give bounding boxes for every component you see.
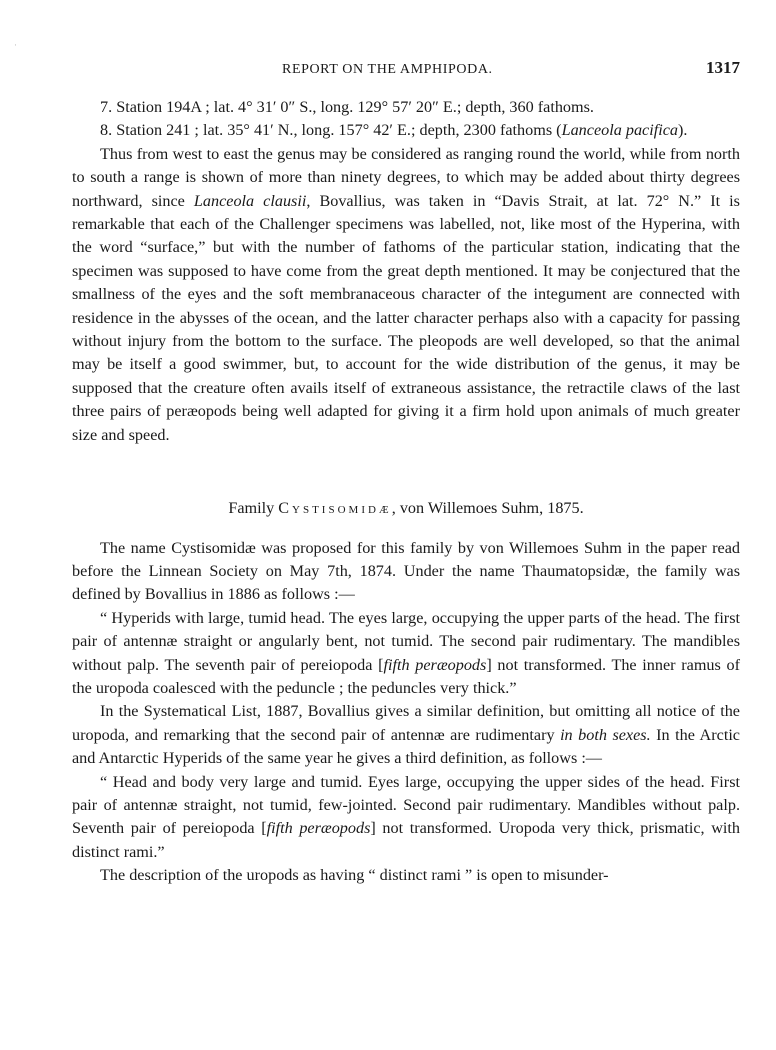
systematical-paragraph — [72, 700, 740, 770]
page-number: 1317 — [706, 58, 740, 77]
station-7-entry — [72, 96, 740, 119]
quote-2-italic: fifth peræopods — [266, 819, 371, 838]
distribution-species: Lanceola clausii — [193, 191, 307, 210]
family-heading-name: Cystisomidæ — [278, 499, 392, 518]
quote-2-text-1: “ Head and body very large and tumid. Eyes large, occupying the upper sides of the head. First pair of antennæ straight, not tumid, few-jointed. Second pair rudimentary. Mandibles without palp. Seventh pair of pereiopoda [ — [72, 772, 740, 838]
page — [72, 58, 740, 888]
description-text: The description of the uropods as having “ distinct rami ” is open to misunder- — [100, 866, 609, 885]
family-heading — [72, 497, 740, 520]
name-paragraph — [72, 537, 740, 607]
quote-2-text-2: ] not transformed. Uropoda very thick, prismatic, with distinct rami.” — [72, 819, 740, 861]
distribution-paragraph — [72, 143, 740, 447]
quote-2 — [72, 771, 740, 865]
running-head — [72, 58, 740, 86]
page-scan-speck: · — [14, 40, 17, 50]
station-8-text: 8. Station 241 ; lat. 35° 41′ N., long. 157° 42′ E.; depth, 2300 fathoms ( — [100, 121, 562, 140]
family-heading-suffix: , von Willemoes Suhm, 1875. — [391, 499, 584, 518]
family-heading-prefix: Family — [228, 499, 279, 518]
systematical-text-1: In the Systematical List, 1887, Bovallius gives a similar definition, but omitting all notice of the uropoda, and remarking that the second pair of antennæ are rudimentary — [72, 702, 740, 744]
station-8-entry — [72, 119, 740, 142]
distribution-text-1: Thus from west to east the genus may be considered as ranging round the world, while from north to south a range is shown of more than ninety degrees, to which may be added about thirty degrees northward, since — [72, 144, 740, 210]
running-title: REPORT ON THE AMPHIPODA. — [282, 62, 493, 77]
quote-1-text-2: ] not transformed. The inner ramus of the uropoda coalesced with the peduncle ; the peduncles very thick.” — [72, 655, 740, 697]
station-8-species: Lanceola pacifica — [561, 121, 678, 140]
systematical-text-2: In the Arctic and Antarctic Hyperids of the same year he gives a third definition, as follows :— — [72, 725, 740, 768]
description-paragraph — [72, 864, 740, 887]
station-7-text: 7. Station 194A ; lat. 4° 31′ 0″ S., long. 129° 57′ 20″ E.; depth, 360 fathoms. — [100, 98, 594, 116]
quote-1 — [72, 607, 740, 701]
distribution-text-2: , Bovallius, was taken in “Davis Strait, at lat. 72° N.” It is remarkable that each of the Challenger specimens was labelled, not, like most of the Hyperina, with the word “surface,” but with the number of fathoms of the particular station, indicating that the specimen was supposed to have come from the great depth mentioned. It may be conjectured that the smallness of the eyes and the soft membranaceous character of the integument are connected with residence in the abysses of the ocean, and the latter character perhaps also with a capacity for passing without injury from the bottom to the surface. The pleopods are well developed, so that the animal may be itself a good swimmer, but, to account for the wide distribution of the genus, it may be supposed that the creature often avails itself of extraneous assistance, the retractile claws of the last three pairs of peræopods being well adapted for giving it a firm hold upon animals of much greater size and speed. — [72, 191, 740, 444]
quote-1-italic: fifth peræopods — [383, 655, 487, 674]
quote-1-text-1: “ Hyperids with large, tumid head. The eyes large, occupying the upper parts of the head. The first pair of antennæ straight or angularly bent, not tumid. The second pair rudimentary. The mandibles without palp. The seventh pair of pereiopoda [ — [72, 608, 740, 674]
name-paragraph-text: The name Cystisomidæ was proposed for this family by von Willemoes Suhm in the paper read before the Linnean Society on May 7th, 1874. Under the name Thaumatopsidæ, the family was defined by Bovallius in 1886 as follows :— — [72, 538, 740, 604]
station-8-end: ). — [678, 121, 688, 140]
systematical-italic: in both sexes. — [560, 725, 651, 744]
